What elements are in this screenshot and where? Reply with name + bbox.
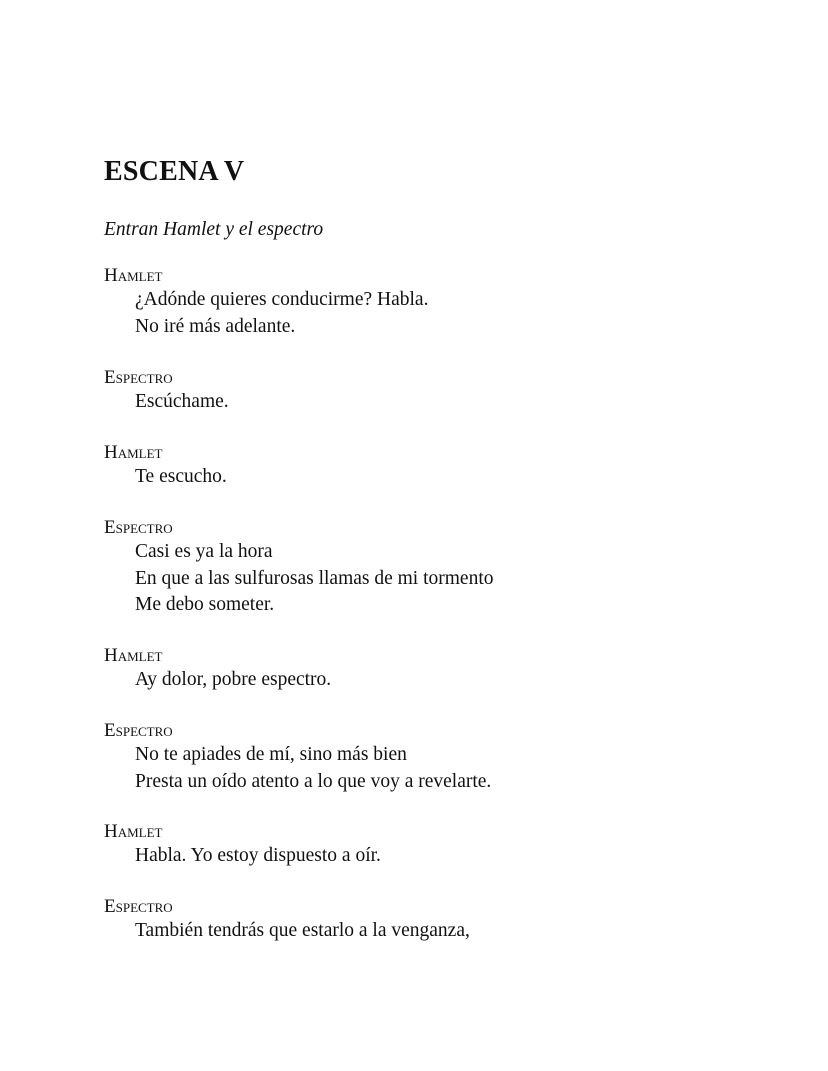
speech-lines xyxy=(104,287,428,340)
scene-title: ESCENA V xyxy=(104,156,245,187)
stage-direction: Entran Hamlet y el espectro xyxy=(104,219,324,240)
verse-line: ¿Adónde quieres conducirme? Habla. xyxy=(135,289,429,310)
speech-lines xyxy=(104,389,229,416)
speaker-name: Espectro xyxy=(104,367,173,388)
speech-lines xyxy=(104,464,227,491)
speaker-name: Hamlet xyxy=(104,265,163,286)
speech-lines xyxy=(104,742,491,795)
speech-lines xyxy=(104,918,470,945)
verse-line: También tendrás que estarlo a la venganza, xyxy=(135,920,470,941)
speech-block xyxy=(104,442,227,491)
speaker-name: Espectro xyxy=(104,720,173,741)
speaker-name: Hamlet xyxy=(104,442,163,463)
speech-block xyxy=(104,821,381,870)
speaker-name: Espectro xyxy=(104,896,173,917)
speech-lines xyxy=(104,539,494,619)
verse-line: No te apiades de mí, sino más bien xyxy=(135,744,407,765)
speaker-name: Espectro xyxy=(104,517,173,538)
verse-line: Escúchame. xyxy=(135,391,229,412)
speech-block xyxy=(104,896,470,945)
speech-block xyxy=(104,517,494,619)
verse-line: No iré más adelante. xyxy=(135,315,296,337)
verse-line: Presta un oído atento a lo que voy a revelarte. xyxy=(135,770,492,792)
verse-line: Ay dolor, pobre espectro. xyxy=(135,669,332,690)
speech-lines xyxy=(104,843,381,870)
speaker-name: Hamlet xyxy=(104,645,163,666)
verse-line: Me debo someter. xyxy=(135,594,275,615)
verse-line: Casi es ya la hora xyxy=(135,541,273,562)
speaker-name: Hamlet xyxy=(104,821,163,842)
verse-line: Habla. Yo estoy dispuesto a oír. xyxy=(135,845,381,866)
speech-block xyxy=(104,720,491,795)
verse-line: Te escucho. xyxy=(135,466,227,487)
verse-line: En que a las sulfurosas llamas de mi tormento xyxy=(135,567,494,589)
speech-block xyxy=(104,265,428,340)
speech-block xyxy=(104,367,229,416)
speech-lines xyxy=(104,667,331,694)
speech-block xyxy=(104,645,331,694)
